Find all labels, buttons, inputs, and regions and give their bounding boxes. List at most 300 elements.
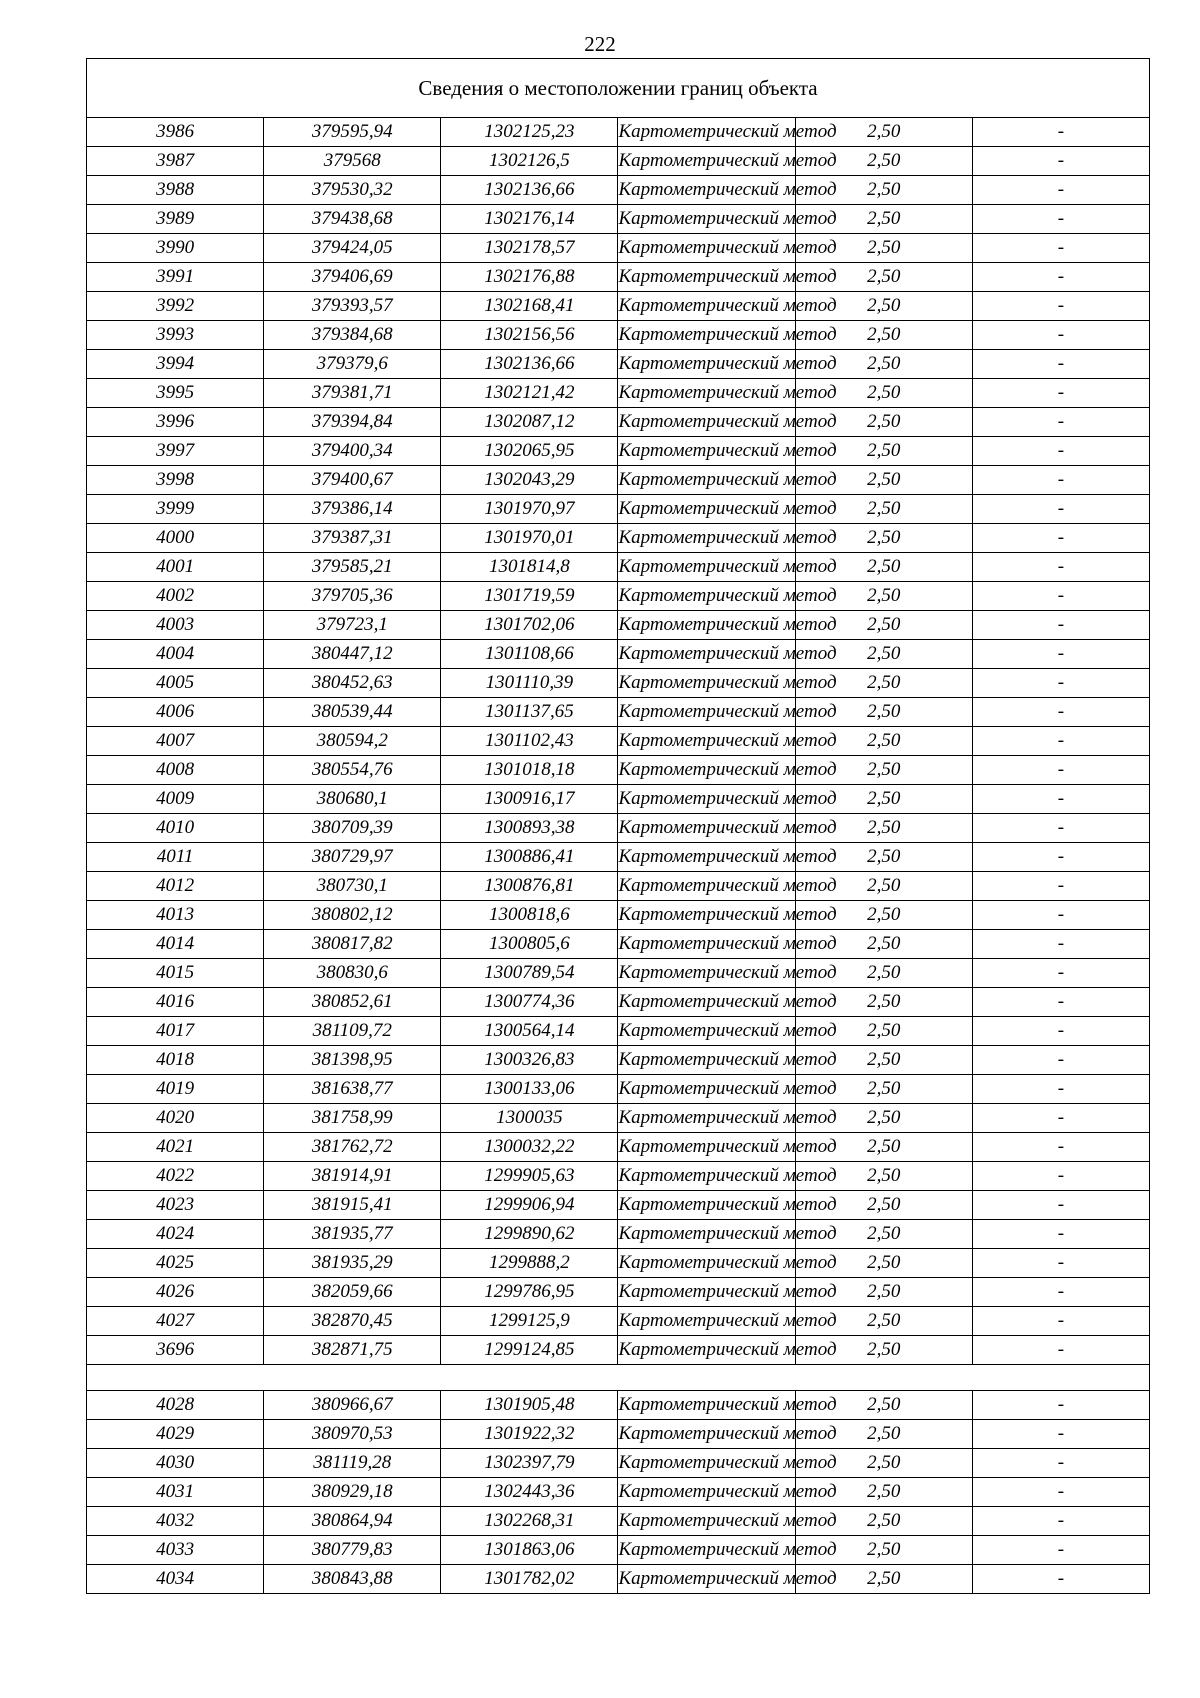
point-number-cell: 3988 <box>87 176 264 205</box>
point-number-cell: 4029 <box>87 1420 264 1449</box>
method-cell: Картометрический метод <box>618 350 795 379</box>
description-cell: - <box>972 640 1149 669</box>
method-cell: Картометрический метод <box>618 205 795 234</box>
x-coordinate-cell: 382059,66 <box>264 1278 441 1307</box>
table-row <box>87 553 1150 582</box>
point-number-cell: 4026 <box>87 1278 264 1307</box>
point-number-cell: 3696 <box>87 1336 264 1365</box>
method-cell: Картометрический метод <box>618 1278 795 1307</box>
x-coordinate-cell: 379585,21 <box>264 553 441 582</box>
y-coordinate-cell: 1301719,59 <box>441 582 618 611</box>
y-coordinate-cell: 1300789,54 <box>441 959 618 988</box>
description-cell: - <box>972 234 1149 263</box>
description-cell: - <box>972 611 1149 640</box>
accuracy-cell: 2,50 <box>795 147 972 176</box>
accuracy-cell: 2,50 <box>795 669 972 698</box>
point-number-cell: 4000 <box>87 524 264 553</box>
method-cell: Картометрический метод <box>618 930 795 959</box>
x-coordinate-cell: 379424,05 <box>264 234 441 263</box>
description-cell: - <box>972 872 1149 901</box>
method-cell: Картометрический метод <box>618 1449 795 1478</box>
table-row <box>87 1220 1150 1249</box>
point-number-cell: 4006 <box>87 698 264 727</box>
table-row <box>87 1104 1150 1133</box>
table-row <box>87 640 1150 669</box>
method-cell: Картометрический метод <box>618 640 795 669</box>
accuracy-cell: 2,50 <box>795 1249 972 1278</box>
method-cell: Картометрический метод <box>618 1420 795 1449</box>
method-cell: Картометрический метод <box>618 263 795 292</box>
y-coordinate-cell: 1300916,17 <box>441 785 618 814</box>
point-number-cell: 4020 <box>87 1104 264 1133</box>
x-coordinate-cell: 379387,31 <box>264 524 441 553</box>
point-number-cell: 4013 <box>87 901 264 930</box>
y-coordinate-cell: 1302125,23 <box>441 118 618 147</box>
y-coordinate-cell: 1300774,36 <box>441 988 618 1017</box>
description-cell: - <box>972 959 1149 988</box>
y-coordinate-cell: 1302176,14 <box>441 205 618 234</box>
point-number-cell: 4016 <box>87 988 264 1017</box>
description-cell: - <box>972 1278 1149 1307</box>
x-coordinate-cell: 379394,84 <box>264 408 441 437</box>
point-number-cell: 3992 <box>87 292 264 321</box>
point-number-cell: 4019 <box>87 1075 264 1104</box>
description-cell: - <box>972 988 1149 1017</box>
table-row <box>87 1133 1150 1162</box>
method-cell: Картометрический метод <box>618 582 795 611</box>
x-coordinate-cell: 381398,95 <box>264 1046 441 1075</box>
table-row <box>87 669 1150 698</box>
point-number-cell: 4025 <box>87 1249 264 1278</box>
point-number-cell: 4034 <box>87 1565 264 1594</box>
description-cell: - <box>972 263 1149 292</box>
method-cell: Картометрический метод <box>618 292 795 321</box>
point-number-cell: 3987 <box>87 147 264 176</box>
x-coordinate-cell: 382871,75 <box>264 1336 441 1365</box>
method-cell: Картометрический метод <box>618 466 795 495</box>
x-coordinate-cell: 381119,28 <box>264 1449 441 1478</box>
table-body <box>87 59 1150 1594</box>
method-cell: Картометрический метод <box>618 118 795 147</box>
accuracy-cell: 2,50 <box>795 1391 972 1420</box>
method-cell: Картометрический метод <box>618 843 795 872</box>
x-coordinate-cell: 380966,67 <box>264 1391 441 1420</box>
point-number-cell: 4010 <box>87 814 264 843</box>
x-coordinate-cell: 379393,57 <box>264 292 441 321</box>
accuracy-cell: 2,50 <box>795 1162 972 1191</box>
table-row <box>87 495 1150 524</box>
y-coordinate-cell: 1300032,22 <box>441 1133 618 1162</box>
table-row <box>87 1075 1150 1104</box>
description-cell: - <box>972 756 1149 785</box>
description-cell: - <box>972 1478 1149 1507</box>
y-coordinate-cell: 1301814,8 <box>441 553 618 582</box>
y-coordinate-cell: 1299124,85 <box>441 1336 618 1365</box>
accuracy-cell: 2,50 <box>795 1133 972 1162</box>
method-cell: Картометрический метод <box>618 495 795 524</box>
boundary-coordinates-table <box>86 58 1150 1594</box>
y-coordinate-cell: 1300326,83 <box>441 1046 618 1075</box>
method-cell: Картометрический метод <box>618 1017 795 1046</box>
point-number-cell: 4017 <box>87 1017 264 1046</box>
x-coordinate-cell: 382870,45 <box>264 1307 441 1336</box>
accuracy-cell: 2,50 <box>795 785 972 814</box>
y-coordinate-cell: 1302397,79 <box>441 1449 618 1478</box>
x-coordinate-cell: 379400,34 <box>264 437 441 466</box>
table-row <box>87 1017 1150 1046</box>
point-number-cell: 4001 <box>87 553 264 582</box>
accuracy-cell: 2,50 <box>795 1565 972 1594</box>
table-row <box>87 234 1150 263</box>
accuracy-cell: 2,50 <box>795 321 972 350</box>
x-coordinate-cell: 380709,39 <box>264 814 441 843</box>
y-coordinate-cell: 1299125,9 <box>441 1307 618 1336</box>
description-cell: - <box>972 1507 1149 1536</box>
table-row <box>87 1449 1150 1478</box>
table-row <box>87 292 1150 321</box>
method-cell: Картометрический метод <box>618 988 795 1017</box>
method-cell: Картометрический метод <box>618 234 795 263</box>
description-cell: - <box>972 669 1149 698</box>
x-coordinate-cell: 380830,6 <box>264 959 441 988</box>
x-coordinate-cell: 380729,97 <box>264 843 441 872</box>
accuracy-cell: 2,50 <box>795 959 972 988</box>
description-cell: - <box>972 1104 1149 1133</box>
table-row <box>87 118 1150 147</box>
accuracy-cell: 2,50 <box>795 1478 972 1507</box>
table-row <box>87 1565 1150 1594</box>
description-cell: - <box>972 1565 1149 1594</box>
section-separator-row <box>87 1365 1150 1391</box>
y-coordinate-cell: 1302136,66 <box>441 176 618 205</box>
x-coordinate-cell: 380864,94 <box>264 1507 441 1536</box>
accuracy-cell: 2,50 <box>795 756 972 785</box>
point-number-cell: 4009 <box>87 785 264 814</box>
description-cell: - <box>972 118 1149 147</box>
y-coordinate-cell: 1302176,88 <box>441 263 618 292</box>
method-cell: Картометрический метод <box>618 611 795 640</box>
y-coordinate-cell: 1300886,41 <box>441 843 618 872</box>
accuracy-cell: 2,50 <box>795 988 972 1017</box>
description-cell: - <box>972 292 1149 321</box>
y-coordinate-cell: 1300564,14 <box>441 1017 618 1046</box>
accuracy-cell: 2,50 <box>795 553 972 582</box>
y-coordinate-cell: 1301018,18 <box>441 756 618 785</box>
y-coordinate-cell: 1302126,5 <box>441 147 618 176</box>
method-cell: Картометрический метод <box>618 1220 795 1249</box>
description-cell: - <box>972 1420 1149 1449</box>
point-number-cell: 3993 <box>87 321 264 350</box>
x-coordinate-cell: 380680,1 <box>264 785 441 814</box>
method-cell: Картометрический метод <box>618 1162 795 1191</box>
method-cell: Картометрический метод <box>618 814 795 843</box>
table-row <box>87 930 1150 959</box>
point-number-cell: 4021 <box>87 1133 264 1162</box>
method-cell: Картометрический метод <box>618 1133 795 1162</box>
method-cell: Картометрический метод <box>618 959 795 988</box>
y-coordinate-cell: 1302087,12 <box>441 408 618 437</box>
x-coordinate-cell: 379595,94 <box>264 118 441 147</box>
y-coordinate-cell: 1302443,36 <box>441 1478 618 1507</box>
table-row <box>87 321 1150 350</box>
table-row <box>87 176 1150 205</box>
x-coordinate-cell: 380929,18 <box>264 1478 441 1507</box>
accuracy-cell: 2,50 <box>795 379 972 408</box>
description-cell: - <box>972 350 1149 379</box>
y-coordinate-cell: 1300133,06 <box>441 1075 618 1104</box>
x-coordinate-cell: 380779,83 <box>264 1536 441 1565</box>
method-cell: Картометрический метод <box>618 408 795 437</box>
point-number-cell: 3986 <box>87 118 264 147</box>
accuracy-cell: 2,50 <box>795 1104 972 1133</box>
description-cell: - <box>972 1249 1149 1278</box>
description-cell: - <box>972 901 1149 930</box>
description-cell: - <box>972 379 1149 408</box>
table-title: Сведения о местоположении границ объекта <box>87 59 1150 118</box>
method-cell: Картометрический метод <box>618 727 795 756</box>
table-row <box>87 1162 1150 1191</box>
point-number-cell: 3991 <box>87 263 264 292</box>
x-coordinate-cell: 379568 <box>264 147 441 176</box>
description-cell: - <box>972 727 1149 756</box>
description-cell: - <box>972 785 1149 814</box>
x-coordinate-cell: 380594,2 <box>264 727 441 756</box>
accuracy-cell: 2,50 <box>795 1507 972 1536</box>
accuracy-cell: 2,50 <box>795 814 972 843</box>
accuracy-cell: 2,50 <box>795 1075 972 1104</box>
y-coordinate-cell: 1302136,66 <box>441 350 618 379</box>
accuracy-cell: 2,50 <box>795 611 972 640</box>
x-coordinate-cell: 379386,14 <box>264 495 441 524</box>
table-row <box>87 698 1150 727</box>
accuracy-cell: 2,50 <box>795 205 972 234</box>
method-cell: Картометрический метод <box>618 524 795 553</box>
point-number-cell: 4008 <box>87 756 264 785</box>
accuracy-cell: 2,50 <box>795 930 972 959</box>
description-cell: - <box>972 814 1149 843</box>
x-coordinate-cell: 381758,99 <box>264 1104 441 1133</box>
x-coordinate-cell: 381109,72 <box>264 1017 441 1046</box>
point-number-cell: 4022 <box>87 1162 264 1191</box>
description-cell: - <box>972 147 1149 176</box>
x-coordinate-cell: 379723,1 <box>264 611 441 640</box>
table-row <box>87 1536 1150 1565</box>
description-cell: - <box>972 524 1149 553</box>
method-cell: Картометрический метод <box>618 1307 795 1336</box>
table-row <box>87 872 1150 901</box>
y-coordinate-cell: 1300805,6 <box>441 930 618 959</box>
accuracy-cell: 2,50 <box>795 495 972 524</box>
point-number-cell: 4023 <box>87 1191 264 1220</box>
point-number-cell: 3995 <box>87 379 264 408</box>
accuracy-cell: 2,50 <box>795 1017 972 1046</box>
table-row <box>87 1420 1150 1449</box>
accuracy-cell: 2,50 <box>795 698 972 727</box>
x-coordinate-cell: 379384,68 <box>264 321 441 350</box>
table-row <box>87 785 1150 814</box>
x-coordinate-cell: 380452,63 <box>264 669 441 698</box>
x-coordinate-cell: 379406,69 <box>264 263 441 292</box>
y-coordinate-cell: 1302168,41 <box>441 292 618 321</box>
description-cell: - <box>972 1162 1149 1191</box>
y-coordinate-cell: 1301782,02 <box>441 1565 618 1594</box>
accuracy-cell: 2,50 <box>795 843 972 872</box>
point-number-cell: 4015 <box>87 959 264 988</box>
description-cell: - <box>972 176 1149 205</box>
y-coordinate-cell: 1300893,38 <box>441 814 618 843</box>
y-coordinate-cell: 1302156,56 <box>441 321 618 350</box>
method-cell: Картометрический метод <box>618 321 795 350</box>
y-coordinate-cell: 1302043,29 <box>441 466 618 495</box>
y-coordinate-cell: 1300035 <box>441 1104 618 1133</box>
y-coordinate-cell: 1301102,43 <box>441 727 618 756</box>
method-cell: Картометрический метод <box>618 872 795 901</box>
point-number-cell: 3990 <box>87 234 264 263</box>
x-coordinate-cell: 380852,61 <box>264 988 441 1017</box>
accuracy-cell: 2,50 <box>795 408 972 437</box>
method-cell: Картометрический метод <box>618 785 795 814</box>
method-cell: Картометрический метод <box>618 379 795 408</box>
accuracy-cell: 2,50 <box>795 582 972 611</box>
x-coordinate-cell: 381915,41 <box>264 1191 441 1220</box>
table-row <box>87 611 1150 640</box>
point-number-cell: 4033 <box>87 1536 264 1565</box>
y-coordinate-cell: 1299890,62 <box>441 1220 618 1249</box>
method-cell: Картометрический метод <box>618 1507 795 1536</box>
description-cell: - <box>972 1191 1149 1220</box>
table-row <box>87 901 1150 930</box>
description-cell: - <box>972 1336 1149 1365</box>
description-cell: - <box>972 1075 1149 1104</box>
description-cell: - <box>972 930 1149 959</box>
table-row <box>87 379 1150 408</box>
x-coordinate-cell: 380970,53 <box>264 1420 441 1449</box>
x-coordinate-cell: 380539,44 <box>264 698 441 727</box>
description-cell: - <box>972 1220 1149 1249</box>
x-coordinate-cell: 379381,71 <box>264 379 441 408</box>
y-coordinate-cell: 1299906,94 <box>441 1191 618 1220</box>
table-row <box>87 756 1150 785</box>
x-coordinate-cell: 380843,88 <box>264 1565 441 1594</box>
description-cell: - <box>972 1017 1149 1046</box>
description-cell: - <box>972 582 1149 611</box>
method-cell: Картометрический метод <box>618 1478 795 1507</box>
y-coordinate-cell: 1301702,06 <box>441 611 618 640</box>
point-number-cell: 4018 <box>87 1046 264 1075</box>
y-coordinate-cell: 1301970,97 <box>441 495 618 524</box>
accuracy-cell: 2,50 <box>795 1307 972 1336</box>
method-cell: Картометрический метод <box>618 437 795 466</box>
table-row <box>87 814 1150 843</box>
accuracy-cell: 2,50 <box>795 292 972 321</box>
point-number-cell: 3997 <box>87 437 264 466</box>
point-number-cell: 4011 <box>87 843 264 872</box>
table-row <box>87 1336 1150 1365</box>
point-number-cell: 4030 <box>87 1449 264 1478</box>
table-row <box>87 524 1150 553</box>
section-separator-cell <box>87 1365 1150 1391</box>
accuracy-cell: 2,50 <box>795 727 972 756</box>
y-coordinate-cell: 1301863,06 <box>441 1536 618 1565</box>
description-cell: - <box>972 1046 1149 1075</box>
method-cell: Картометрический метод <box>618 1191 795 1220</box>
description-cell: - <box>972 437 1149 466</box>
x-coordinate-cell: 379705,36 <box>264 582 441 611</box>
method-cell: Картометрический метод <box>618 1046 795 1075</box>
point-number-cell: 4024 <box>87 1220 264 1249</box>
method-cell: Картометрический метод <box>618 1249 795 1278</box>
x-coordinate-cell: 381935,77 <box>264 1220 441 1249</box>
point-number-cell: 4031 <box>87 1478 264 1507</box>
accuracy-cell: 2,50 <box>795 901 972 930</box>
point-number-cell: 3996 <box>87 408 264 437</box>
method-cell: Картометрический метод <box>618 1336 795 1365</box>
method-cell: Картометрический метод <box>618 756 795 785</box>
table-row <box>87 1278 1150 1307</box>
accuracy-cell: 2,50 <box>795 1046 972 1075</box>
y-coordinate-cell: 1300818,6 <box>441 901 618 930</box>
y-coordinate-cell: 1299888,2 <box>441 1249 618 1278</box>
table-row <box>87 147 1150 176</box>
description-cell: - <box>972 1536 1149 1565</box>
point-number-cell: 4003 <box>87 611 264 640</box>
table-row <box>87 843 1150 872</box>
x-coordinate-cell: 379400,67 <box>264 466 441 495</box>
point-number-cell: 3999 <box>87 495 264 524</box>
y-coordinate-cell: 1302268,31 <box>441 1507 618 1536</box>
point-number-cell: 4002 <box>87 582 264 611</box>
page-number: 222 <box>584 32 616 56</box>
method-cell: Картометрический метод <box>618 698 795 727</box>
accuracy-cell: 2,50 <box>795 524 972 553</box>
x-coordinate-cell: 380554,76 <box>264 756 441 785</box>
table-row <box>87 1478 1150 1507</box>
description-cell: - <box>972 553 1149 582</box>
table-title-row <box>87 59 1150 118</box>
table-row <box>87 1507 1150 1536</box>
method-cell: Картометрический метод <box>618 553 795 582</box>
table-row <box>87 1307 1150 1336</box>
description-cell: - <box>972 408 1149 437</box>
point-number-cell: 4027 <box>87 1307 264 1336</box>
table-row <box>87 582 1150 611</box>
description-cell: - <box>972 843 1149 872</box>
point-number-cell: 4012 <box>87 872 264 901</box>
accuracy-cell: 2,50 <box>795 118 972 147</box>
y-coordinate-cell: 1301137,65 <box>441 698 618 727</box>
method-cell: Картометрический метод <box>618 1565 795 1594</box>
accuracy-cell: 2,50 <box>795 437 972 466</box>
x-coordinate-cell: 381762,72 <box>264 1133 441 1162</box>
table-row <box>87 959 1150 988</box>
method-cell: Картометрический метод <box>618 147 795 176</box>
y-coordinate-cell: 1302065,95 <box>441 437 618 466</box>
description-cell: - <box>972 1307 1149 1336</box>
table-row <box>87 263 1150 292</box>
table-row <box>87 350 1150 379</box>
accuracy-cell: 2,50 <box>795 466 972 495</box>
x-coordinate-cell: 379438,68 <box>264 205 441 234</box>
accuracy-cell: 2,50 <box>795 176 972 205</box>
table-row <box>87 466 1150 495</box>
y-coordinate-cell: 1301922,32 <box>441 1420 618 1449</box>
point-number-cell: 4007 <box>87 727 264 756</box>
table-row <box>87 437 1150 466</box>
y-coordinate-cell: 1302121,42 <box>441 379 618 408</box>
description-cell: - <box>972 205 1149 234</box>
description-cell: - <box>972 1391 1149 1420</box>
method-cell: Картометрический метод <box>618 1391 795 1420</box>
